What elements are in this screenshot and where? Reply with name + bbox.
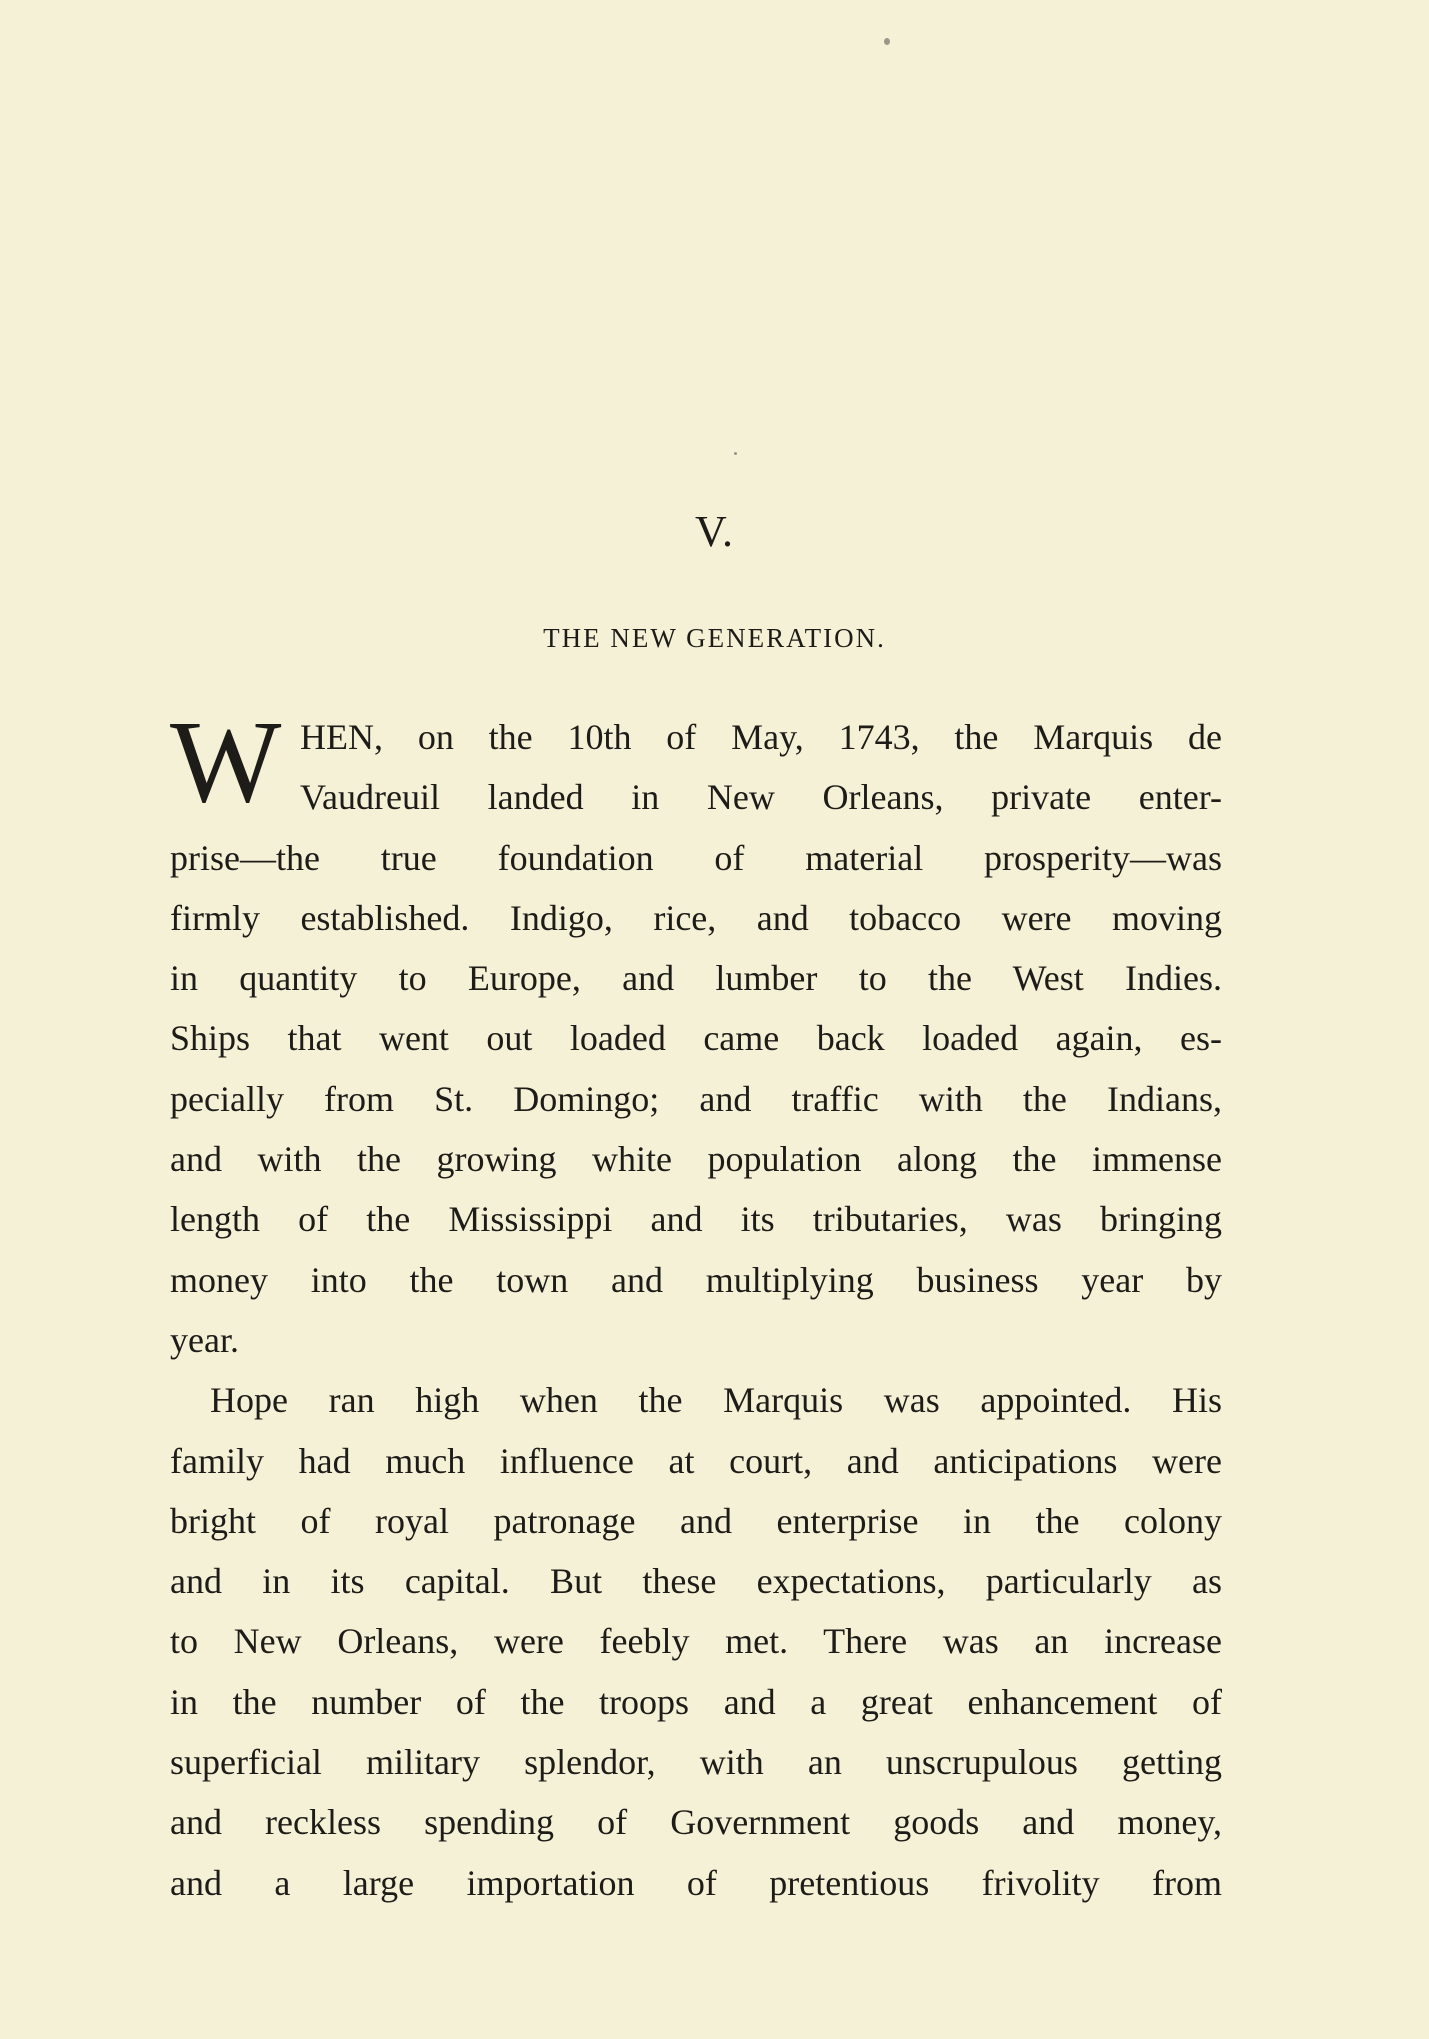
text-line: Hope ran high when the Marquis was appointed. His (210, 1380, 1222, 1421)
text-line: family had much influence at court, and anticipations were (170, 1440, 1222, 1481)
paper-speck (734, 452, 737, 455)
text-line: in the number of the troops and a great enhancement of (170, 1681, 1222, 1722)
text-line: year. (170, 1319, 239, 1360)
text-line: pecially from St. Domingo; and traffic with the Indians, (170, 1078, 1222, 1119)
drop-cap: W (170, 696, 282, 827)
text-line: length of the Mississippi and its tributaries, was bringing (170, 1199, 1222, 1240)
text-line: to New Orleans, were feebly met. There was an increase (170, 1621, 1222, 1662)
text-line: superficial military splendor, with an unscrupulous getting (170, 1742, 1222, 1783)
text-line: in quantity to Europe, and lumber to the West Indies. (170, 958, 1222, 999)
text-line: firmly established. Indigo, rice, and tobacco were moving (170, 897, 1222, 938)
text-line: and a large importation of pretentious frivolity from (170, 1862, 1222, 1903)
text-line: bright of royal patronage and enterprise in the colony (170, 1500, 1222, 1541)
text-line: prise—the true foundation of material prosperity—was (170, 837, 1222, 878)
text-line: and with the growing white population along the immense (170, 1139, 1222, 1180)
text-line: and reckless spending of Government goods and money, (170, 1802, 1222, 1843)
text-line: money into the town and multiplying business year by (170, 1259, 1222, 1300)
text-line: Vaudreuil landed in New Orleans, private enter- (300, 777, 1222, 818)
chapter-number: V. (694, 507, 735, 556)
paper-speck (884, 38, 890, 45)
text-line: Ships that went out loaded came back loaded again, es- (170, 1018, 1222, 1059)
chapter-title: THE NEW GENERATION. (543, 623, 886, 653)
body-text (170, 696, 1222, 1913)
text-line: and in its capital. But these expectations, particularly as (170, 1561, 1222, 1602)
text-line: HEN, on the 10th of May, 1743, the Marquis de (300, 717, 1222, 757)
